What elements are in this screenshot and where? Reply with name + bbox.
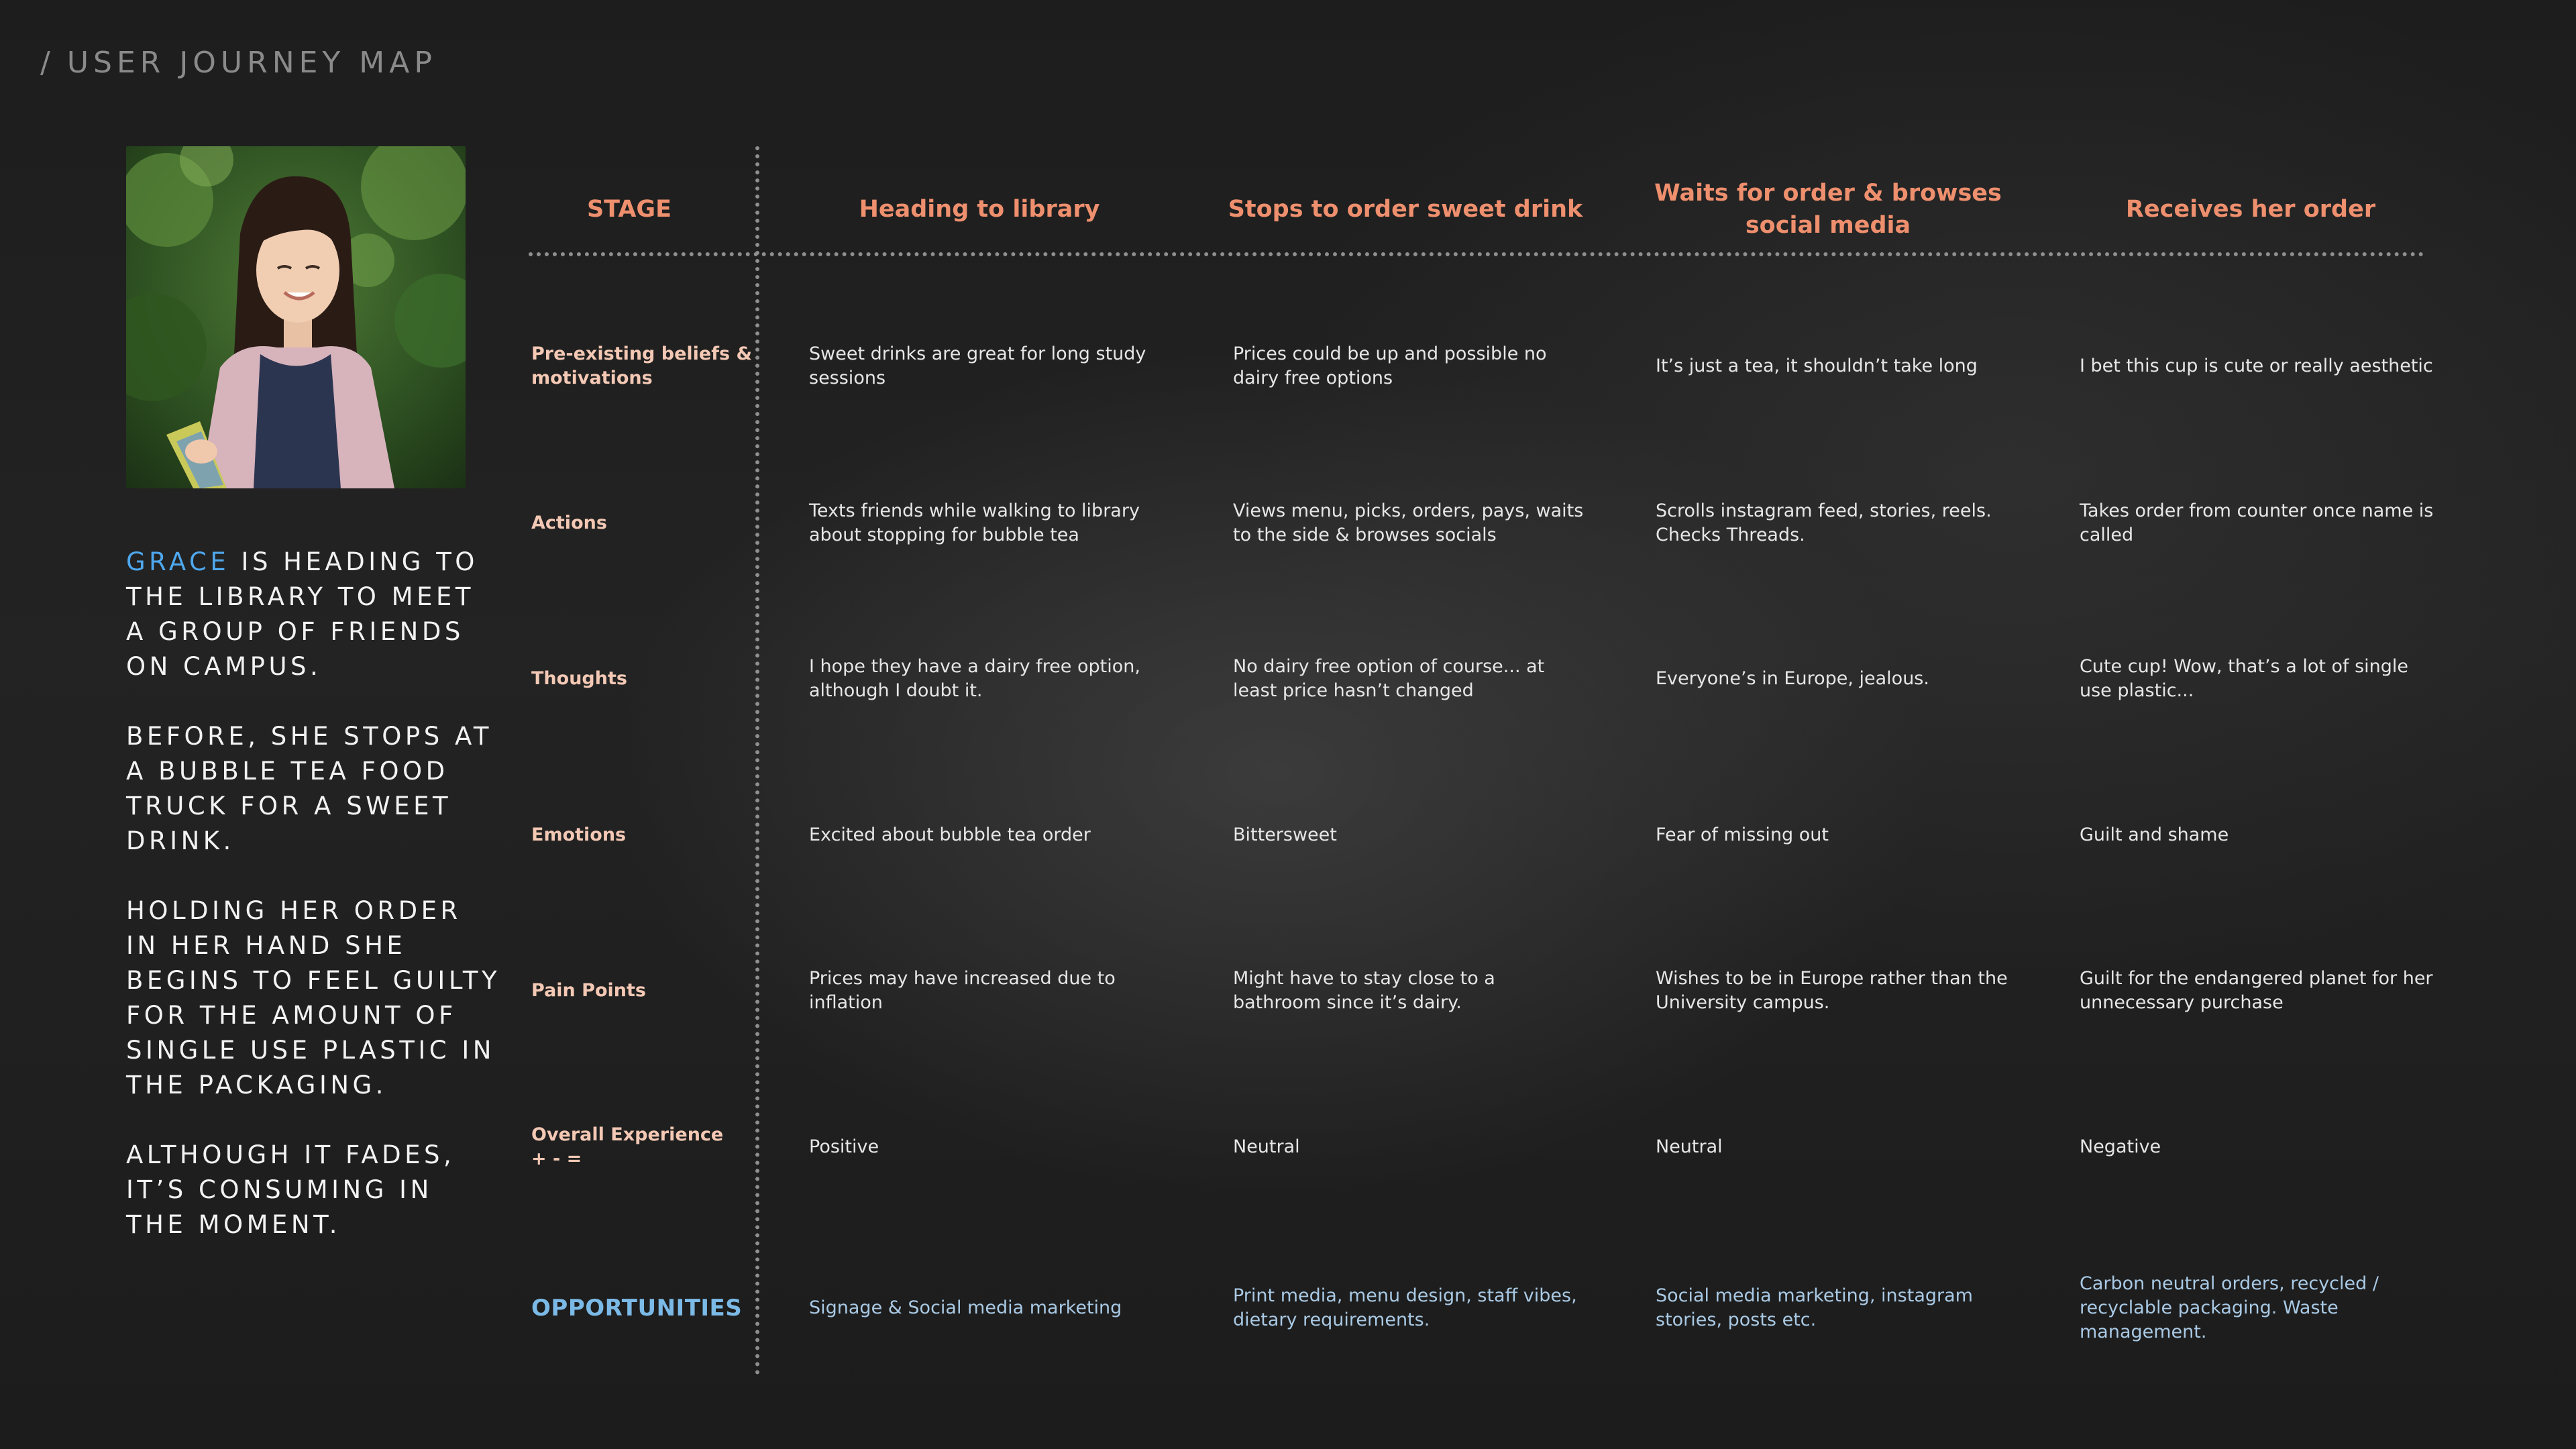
persona-story <box>126 545 502 1277</box>
cell-opportunity-2: Print media, menu design, staff vibes, dietary requirements. <box>1233 1285 1577 1330</box>
row-label-pain-points: Pain Points <box>531 980 646 1001</box>
story-paragraph-2: BEFORE, SHE STOPS AT A BUBBLE TEA FOOD TRUCK FOR A SWEET DRINK. <box>126 722 493 855</box>
cell-emotions-3: Fear of missing out <box>1656 824 1829 845</box>
row-label-thoughts: Thoughts <box>531 668 627 689</box>
cell-pain-4: Guilt for the endangered planet for her unnecessary purchase <box>2080 968 2433 1013</box>
cell-experience-4: Negative <box>2080 1136 2161 1157</box>
cell-beliefs-2: Prices could be up and possible no dairy free options <box>1233 343 1547 388</box>
story-paragraph-1-text: IS HEADING TO THE LIBRARY TO MEET A GROUP OF FRIENDS ON CAMPUS. <box>126 547 478 681</box>
story-paragraph-3: HOLDING HER ORDER IN HER HAND SHE BEGINS TO FEEL GUILTY FOR THE AMOUNT OF SINGLE USE PLASTIC IN THE PACKAGING. <box>126 896 501 1099</box>
row-label-opportunities: OPPORTUNITIES <box>531 1295 743 1322</box>
title-slash: / <box>40 46 55 80</box>
cell-pain-3: Wishes to be in Europe rather than the University campus. <box>1656 968 2008 1013</box>
cell-pain-2: Might have to stay close to a bathroom since it’s dairy. <box>1233 968 1495 1013</box>
cell-actions-4: Takes order from counter once name is called <box>2080 500 2434 545</box>
cell-experience-2: Neutral <box>1233 1136 1300 1157</box>
cell-emotions-4: Guilt and shame <box>2080 824 2229 845</box>
cell-thoughts-2: No dairy free option of course... at least price hasn’t changed <box>1233 656 1545 701</box>
cell-opportunity-1: Signage & Social media marketing <box>809 1297 1122 1318</box>
cell-actions-3: Scrolls instagram feed, stories, reels. Checks Threads. <box>1656 500 1992 545</box>
cell-thoughts-3: Everyone’s in Europe, jealous. <box>1656 668 1929 689</box>
row-label-beliefs: Pre-existing beliefs & motivations <box>531 343 753 388</box>
cell-experience-3: Neutral <box>1656 1136 1723 1157</box>
stage-heading-to-library: Heading to library <box>859 196 1100 223</box>
row-label-overall-experience <box>531 1123 753 1171</box>
page-title <box>40 46 437 80</box>
cell-thoughts-1: I hope they have a dairy free option, although I doubt it. <box>809 656 1140 701</box>
cell-beliefs-3: It’s just a tea, it shouldn’t take long <box>1656 356 1978 376</box>
row-label-actions: Actions <box>531 513 607 533</box>
cell-pain-1: Prices may have increased due to inflation <box>809 968 1116 1013</box>
stage-stops-to-order: Stops to order sweet drink <box>1228 196 1583 223</box>
header-divider <box>529 252 2424 256</box>
title-text: USER JOURNEY MAP <box>66 46 437 80</box>
column-divider <box>755 146 759 1375</box>
stage-waits-for-order: Waits for order & browses social media <box>1654 180 2002 239</box>
cell-actions-1: Texts friends while walking to library about stopping for bubble tea <box>809 500 1140 545</box>
overall-experience-title: Overall Experience <box>531 1124 724 1145</box>
persona-photo <box>126 146 466 488</box>
row-label-emotions: Emotions <box>531 824 627 845</box>
cell-opportunity-4: Carbon neutral orders, recycled / recyclable packaging. Waste management. <box>2080 1273 2379 1342</box>
persona-name: GRACE <box>126 547 230 576</box>
cell-thoughts-4: Cute cup! Wow, that’s a lot of single use plastic... <box>2080 656 2409 701</box>
story-paragraph-1 <box>126 545 502 684</box>
story-paragraph-4: ALTHOUGH IT FADES, IT’S CONSUMING IN THE MOMENT. <box>126 1140 455 1239</box>
cell-opportunity-3: Social media marketing, instagram stories, posts etc. <box>1656 1285 1973 1330</box>
overall-experience-scale: + - = <box>531 1148 582 1169</box>
cell-emotions-1: Excited about bubble tea order <box>809 824 1091 845</box>
cell-beliefs-1: Sweet drinks are great for long study sessions <box>809 343 1146 388</box>
cell-experience-1: Positive <box>809 1136 879 1157</box>
stage-receives-order: Receives her order <box>2125 196 2376 223</box>
cell-beliefs-4: I bet this cup is cute or really aesthetic <box>2080 356 2433 376</box>
cell-emotions-2: Bittersweet <box>1233 824 1337 845</box>
stage-header: STAGE <box>586 196 672 223</box>
cell-actions-2: Views menu, picks, orders, pays, waits to the side & browses socials <box>1233 500 1584 545</box>
